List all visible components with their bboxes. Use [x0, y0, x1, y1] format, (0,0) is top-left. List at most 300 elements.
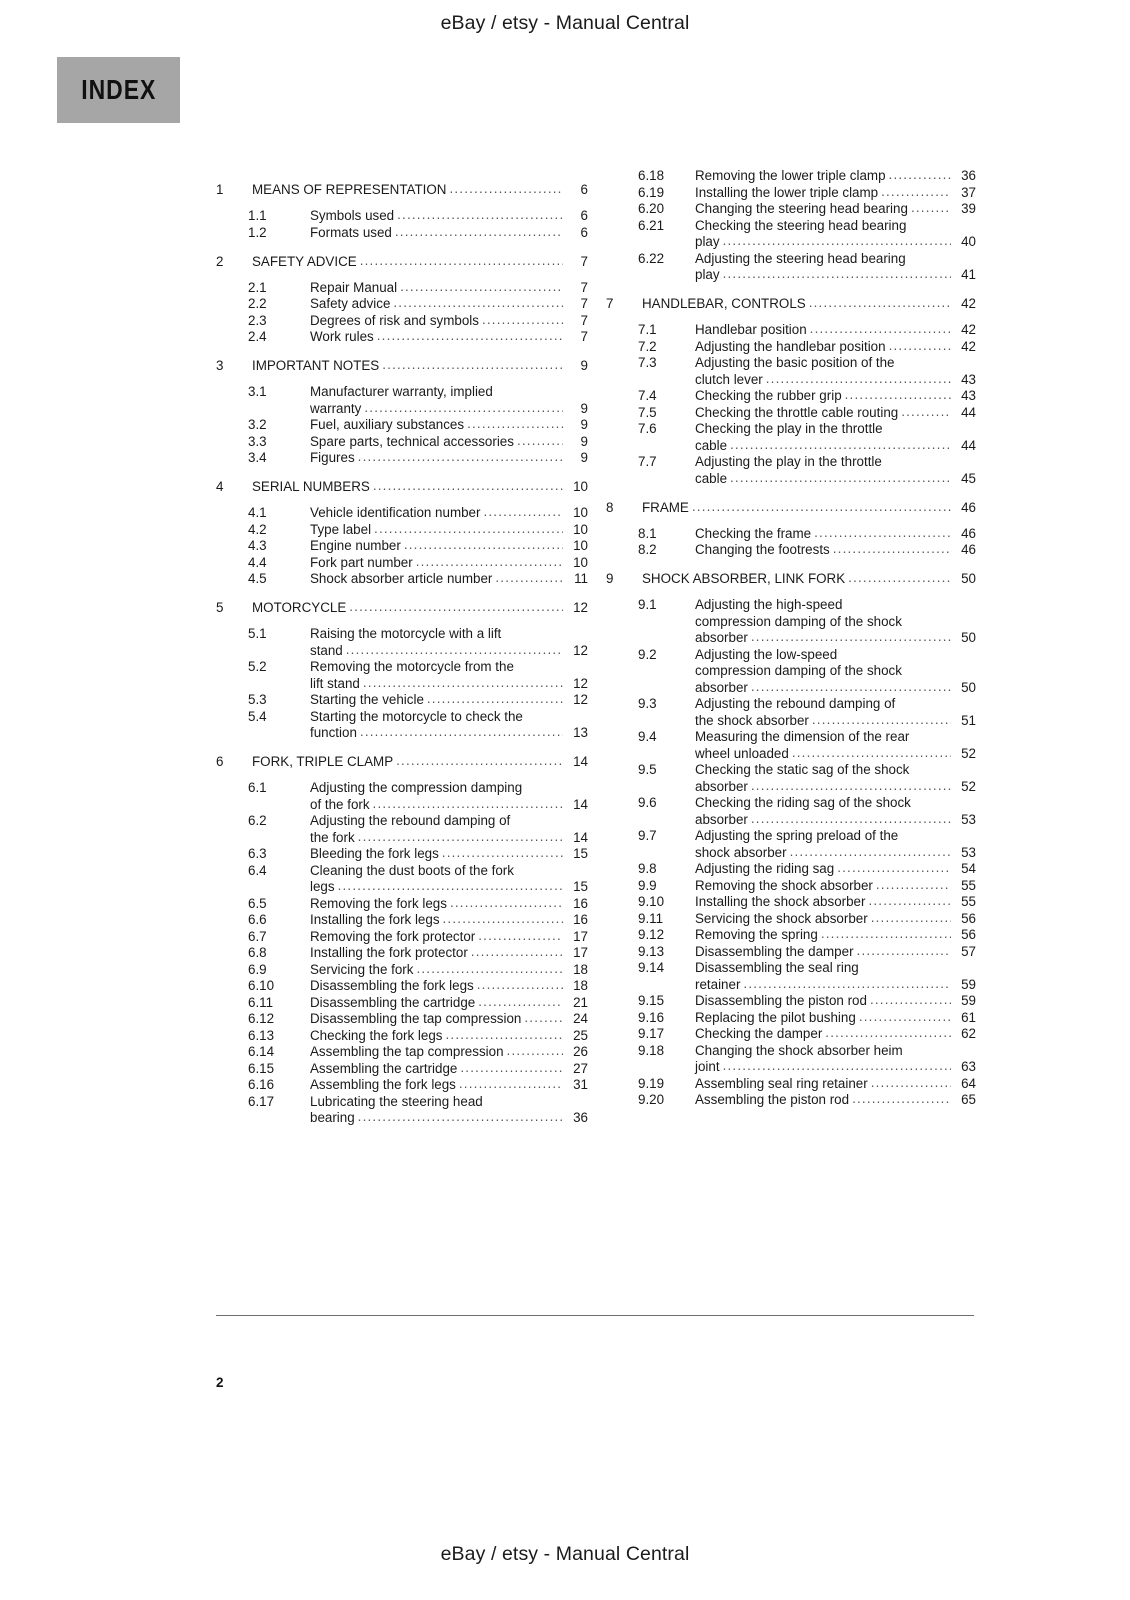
toc-entry-line [695, 542, 976, 557]
toc-entry-body [310, 912, 588, 927]
subsection-number: 2.3 [248, 312, 267, 328]
toc-entry-title: Assembling the piston rod [695, 1092, 850, 1107]
toc-subsection-row[interactable] [216, 962, 588, 977]
chapter-number: 2 [216, 253, 224, 269]
toc-entry-title: Assembling seal ring retainer [695, 1075, 868, 1091]
toc-subsection-row[interactable] [216, 1077, 588, 1092]
toc-entry-title: Measuring the dimension of the rear [695, 729, 910, 744]
toc-entry-title: Installing the fork protector [310, 945, 468, 960]
toc-entry-line [310, 1011, 588, 1026]
dot-leader [876, 877, 951, 892]
toc-subsection-row[interactable] [216, 313, 588, 328]
dot-leader [848, 570, 951, 585]
toc-entry-line [695, 828, 976, 843]
dot-leader [871, 910, 951, 925]
toc-subsection-row[interactable] [606, 795, 976, 827]
toc-entry-title: compression damping of the shock [695, 663, 902, 678]
toc-subsection-row[interactable] [216, 329, 588, 344]
toc-entry-title: Adjusting the riding sag [695, 861, 835, 876]
dot-leader [373, 478, 563, 493]
toc-subsection-row[interactable] [606, 251, 976, 283]
toc-entry-line [695, 388, 976, 403]
toc-chapter-row[interactable] [216, 254, 588, 269]
toc-entry-body [310, 929, 588, 944]
toc-entry-line [310, 434, 588, 449]
toc-entry-line [695, 614, 976, 629]
toc-subsection-row[interactable] [216, 1044, 588, 1059]
subsection-number: 5.1 [248, 626, 267, 641]
toc-subsection-row[interactable] [216, 846, 588, 861]
toc-entry-body [310, 522, 588, 537]
dot-leader [460, 1060, 563, 1075]
toc-entry-body [310, 896, 588, 911]
toc-entry-line [695, 471, 976, 486]
toc-entry-line [310, 280, 588, 295]
dot-leader [881, 184, 951, 199]
toc-entry-title: Removing the fork legs [310, 895, 447, 911]
dot-leader [845, 387, 951, 402]
toc-page-number: 64 [961, 1075, 976, 1091]
toc-entry-title: SERIAL NUMBERS [252, 479, 370, 494]
subsection-number: 7.3 [638, 355, 657, 370]
toc-entry-title: wheel unloaded [695, 745, 789, 761]
toc-entry-line [695, 421, 976, 436]
toc-entry-line [310, 1044, 588, 1059]
toc-entry-line [310, 962, 588, 977]
toc-subsection-row[interactable] [606, 828, 976, 860]
toc-subsection-row[interactable] [216, 555, 588, 570]
toc-entry-body [695, 828, 976, 860]
toc-entry-body [310, 709, 588, 741]
toc-subsection-row[interactable] [606, 878, 976, 893]
chapter-number: 3 [216, 358, 224, 373]
dot-leader [852, 1091, 951, 1106]
toc-subsection-row[interactable] [216, 659, 588, 691]
dot-leader [821, 926, 951, 941]
toc-page-number: 56 [961, 910, 976, 926]
toc-entry-title: Repair Manual [310, 279, 398, 295]
toc-entry-title: warranty [310, 400, 362, 416]
toc-entry-line [310, 571, 588, 586]
toc-entry-line [695, 185, 976, 200]
toc-entry-body [310, 384, 588, 416]
toc-entry-line [695, 597, 976, 612]
toc-subsection-row[interactable] [216, 1061, 588, 1076]
toc-entry-title: FORK, TRIPLE CLAMP [252, 754, 394, 769]
toc-subsection-row[interactable] [606, 729, 976, 761]
toc-subsection-row[interactable] [216, 434, 588, 449]
subsection-number: 1.2 [248, 224, 267, 240]
toc-entry-title: of the fork [310, 796, 370, 812]
dot-leader [363, 675, 563, 690]
toc-chapter-row[interactable] [216, 754, 588, 769]
toc-page-number: 36 [961, 168, 976, 183]
toc-entry-title: FRAME [642, 499, 689, 515]
toc-subsection-row[interactable] [606, 355, 976, 387]
dot-leader [825, 1025, 951, 1040]
toc-entry-title: Assembling the tap compression [310, 1044, 504, 1059]
toc-entry-line [310, 725, 588, 740]
toc-entry-title: the shock absorber [695, 712, 809, 728]
toc-chapter-row[interactable] [216, 358, 588, 373]
toc-subsection-row[interactable] [606, 960, 976, 992]
toc-entry-line [310, 1077, 588, 1092]
toc-subsection-row[interactable] [606, 1026, 976, 1041]
toc-entry-body [695, 927, 976, 942]
toc-entry-body [695, 861, 976, 876]
subsection-number: 2.4 [248, 329, 267, 344]
toc-subsection-row[interactable] [216, 538, 588, 553]
toc-subsection-row[interactable] [606, 861, 976, 876]
toc-entry-line [695, 696, 976, 711]
toc-entry-body [310, 208, 588, 223]
toc-entry-line [695, 795, 976, 810]
toc-entry-line [310, 401, 588, 416]
toc-subsection-row[interactable] [216, 505, 588, 520]
toc-subsection-row[interactable] [216, 709, 588, 741]
toc-entry-line [310, 978, 588, 993]
toc-entry-body [695, 168, 976, 183]
toc-entry-body [695, 1026, 976, 1041]
toc-entry-title: Degrees of risk and symbols [310, 312, 479, 328]
dot-leader [524, 1010, 563, 1025]
subsection-number: 9.9 [638, 877, 657, 893]
dot-leader [338, 878, 563, 893]
watermark-top: eBay / etsy - Manual Central [440, 12, 690, 34]
toc-subsection-row[interactable] [216, 522, 588, 537]
toc-entry-line [252, 754, 588, 769]
toc-entry-body [252, 754, 588, 769]
toc-entry-title: Installing the shock absorber [695, 894, 866, 909]
subsection-number: 5.4 [248, 708, 267, 724]
subsection-number: 6.11 [248, 994, 274, 1010]
toc-entry-body [695, 795, 976, 827]
subsection-number: 9.6 [638, 795, 657, 810]
toc-page-number: 55 [961, 877, 976, 893]
toc-page-number: 16 [573, 895, 588, 911]
toc-entry-body [310, 296, 588, 311]
toc-entry-title: Cleaning the dust boots of the fork [310, 862, 514, 878]
subsection-number: 4.1 [248, 505, 267, 520]
toc-subsection-row[interactable] [606, 454, 976, 486]
toc-entry-line [310, 1094, 588, 1109]
toc-page-number: 10 [573, 505, 588, 520]
toc-entry-body [310, 538, 588, 553]
toc-subsection-row[interactable] [606, 542, 976, 557]
toc-entry-body [695, 1010, 976, 1025]
toc-entry-title: Checking the frame [695, 525, 812, 541]
toc-entry-line [310, 929, 588, 944]
toc-entry-line [310, 313, 588, 328]
toc-page-number: 39 [961, 201, 976, 216]
toc-subsection-row[interactable] [606, 597, 976, 645]
toc-chapter-row[interactable] [216, 182, 588, 197]
toc-entry-body [310, 450, 588, 465]
dot-leader [833, 541, 951, 556]
toc-subsection-row[interactable] [606, 405, 976, 420]
toc-subsection-row[interactable] [216, 978, 588, 993]
toc-entry-body [310, 555, 588, 570]
toc-page-number: 26 [573, 1044, 588, 1059]
subsection-number: 6.13 [248, 1027, 275, 1043]
toc-page-number: 25 [573, 1027, 588, 1043]
toc-entry-body [252, 600, 588, 615]
toc-subsection-row[interactable] [216, 896, 588, 911]
toc-subsection-row[interactable] [606, 894, 976, 909]
dot-leader [889, 338, 951, 353]
toc-page-number: 46 [961, 525, 976, 541]
toc-entry-body [695, 218, 976, 250]
toc-subsection-row[interactable] [606, 1076, 976, 1091]
toc-subsection-row[interactable] [216, 417, 588, 432]
chapter-number: 8 [606, 499, 614, 515]
toc-page-number: 57 [961, 943, 976, 959]
toc-subsection-row[interactable] [606, 696, 976, 728]
toc-subsection-row[interactable] [216, 571, 588, 586]
dot-leader [477, 977, 563, 992]
toc-entry-line [252, 182, 588, 197]
toc-page-number: 16 [573, 912, 588, 927]
dot-leader [859, 1009, 951, 1024]
toc-page-number: 52 [961, 778, 976, 794]
subsection-number: 7.7 [638, 454, 657, 469]
toc-subsection-row[interactable] [606, 911, 976, 926]
toc-subsection-row[interactable] [216, 692, 588, 707]
toc-entry-line [695, 1076, 976, 1091]
toc-entry-line [310, 296, 588, 311]
toc-entry-line [695, 1026, 976, 1041]
toc-entry-title: MOTORCYCLE [252, 600, 347, 615]
toc-entry-line [695, 762, 976, 777]
toc-subsection-row[interactable] [606, 762, 976, 794]
toc-entry-line [310, 709, 588, 724]
toc-entry-body [310, 945, 588, 960]
toc-entry-title: clutch lever [695, 371, 763, 387]
toc-subsection-row[interactable] [216, 450, 588, 465]
toc-chapter-row[interactable] [606, 500, 976, 515]
toc-subsection-row[interactable] [216, 208, 588, 223]
toc-entry-line [310, 945, 588, 960]
dot-leader [812, 712, 951, 727]
toc-subsection-row[interactable] [216, 1094, 588, 1126]
toc-entry-body [695, 421, 976, 453]
toc-entry-line [310, 643, 588, 658]
toc-entry-title: Removing the spring [695, 927, 818, 942]
toc-subsection-row[interactable] [606, 1010, 976, 1025]
toc-entry-title: absorber [695, 630, 748, 645]
toc-entry-line [695, 234, 976, 249]
toc-subsection-row[interactable] [216, 1028, 588, 1043]
subsection-number: 6.7 [248, 928, 267, 944]
toc-entry-body [695, 542, 976, 557]
dot-leader [442, 845, 563, 860]
toc-entry-line [695, 355, 976, 370]
toc-subsection-row[interactable] [606, 526, 976, 541]
toc-entry-title: absorber [695, 811, 748, 827]
dot-leader [377, 328, 563, 343]
toc-subsection-row[interactable] [216, 296, 588, 311]
toc-subsection-row[interactable] [606, 944, 976, 959]
toc-page-number: 9 [580, 417, 588, 432]
toc-subsection-row[interactable] [216, 995, 588, 1010]
toc-entry-line [252, 479, 588, 494]
subsection-number: 6.4 [248, 862, 267, 878]
toc-subsection-row[interactable] [606, 647, 976, 695]
dot-leader [360, 253, 563, 268]
toc-entry-line [695, 911, 976, 926]
table-of-contents [0, 168, 1130, 1288]
toc-entry-line [695, 680, 976, 695]
toc-entry-title: Checking the static sag of the shock [695, 762, 910, 777]
toc-entry-title: absorber [695, 679, 748, 695]
toc-entry-title: Type label [310, 521, 372, 537]
toc-entry-body [695, 454, 976, 486]
toc-page-number: 7 [580, 279, 588, 295]
toc-page-number: 7 [580, 253, 588, 269]
toc-subsection-row[interactable] [216, 929, 588, 944]
toc-subsection-row[interactable] [606, 1092, 976, 1107]
toc-entry-body [310, 1061, 588, 1076]
toc-entry-title: Adjusting the low-speed [695, 646, 838, 662]
toc-entry-title: SHOCK ABSORBER, LINK FORK [642, 571, 846, 586]
toc-subsection-row[interactable] [606, 218, 976, 250]
toc-entry-title: Spare parts, technical accessories [310, 433, 514, 449]
toc-subsection-row[interactable] [216, 1011, 588, 1026]
toc-entry-body [695, 388, 976, 403]
toc-chapter-row[interactable] [216, 600, 588, 615]
toc-page-number: 7 [580, 312, 588, 328]
toc-subsection-row[interactable] [606, 322, 976, 337]
toc-subsection-row[interactable] [216, 945, 588, 960]
subsection-number: 6.19 [638, 184, 665, 200]
dot-leader [382, 357, 563, 372]
dot-leader [374, 521, 563, 536]
toc-subsection-row[interactable] [216, 780, 588, 812]
toc-entry-title: Checking the rubber grip [695, 388, 842, 403]
subsection-number: 7.2 [638, 338, 657, 354]
toc-entry-line [695, 729, 976, 744]
toc-chapter-row[interactable] [216, 479, 588, 494]
toc-entry-body [695, 894, 976, 909]
dot-leader [730, 437, 951, 452]
watermark-bottom: eBay / etsy - Manual Central [440, 1543, 690, 1565]
toc-entry-body [310, 1028, 588, 1043]
page-number: 2 [216, 1375, 224, 1390]
toc-subsection-row[interactable] [606, 201, 976, 216]
toc-entry-body [310, 280, 588, 295]
toc-entry-title: Removing the shock absorber [695, 877, 873, 893]
subsection-number: 9.14 [638, 960, 665, 975]
toc-subsection-row[interactable] [216, 225, 588, 240]
toc-subsection-row[interactable] [606, 388, 976, 403]
toc-subsection-row[interactable] [216, 912, 588, 927]
toc-entry-title: bearing [310, 1110, 355, 1125]
toc-entry-title: Checking the damper [695, 1026, 823, 1041]
subsection-number: 6.12 [248, 1011, 275, 1026]
dot-leader [400, 279, 563, 294]
dot-leader [751, 778, 951, 793]
dot-leader [723, 233, 951, 248]
toc-page-number: 50 [961, 571, 976, 586]
subsection-number: 5.2 [248, 659, 267, 674]
toc-page-number: 59 [961, 976, 976, 992]
toc-entry-line [695, 894, 976, 909]
toc-entry-title: Fork part number [310, 554, 413, 570]
dot-leader [911, 200, 951, 215]
toc-page-number: 18 [573, 978, 588, 993]
dot-leader [364, 400, 563, 415]
toc-entry-body [695, 597, 976, 645]
dot-leader [346, 642, 563, 657]
toc-subsection-row[interactable] [216, 813, 588, 845]
toc-entry-body [695, 526, 976, 541]
subsection-number: 9.8 [638, 861, 657, 876]
toc-entry-line [695, 1010, 976, 1025]
toc-entry-body [695, 1043, 976, 1075]
toc-entry-title: Figures [310, 450, 355, 465]
dot-leader [871, 1075, 951, 1090]
toc-entry-title: Starting the motorcycle to check the [310, 708, 523, 724]
toc-entry-line [695, 218, 976, 233]
toc-entry-title: Changing the footrests [695, 542, 830, 557]
toc-subsection-row[interactable] [216, 384, 588, 416]
toc-page-number: 56 [961, 927, 976, 942]
toc-subsection-row[interactable] [216, 626, 588, 658]
toc-subsection-row[interactable] [606, 168, 976, 183]
toc-entry-body [310, 626, 588, 658]
toc-subsection-row[interactable] [606, 339, 976, 354]
dot-leader [393, 295, 563, 310]
toc-subsection-row[interactable] [606, 927, 976, 942]
toc-entry-body [310, 505, 588, 520]
toc-page-number: 14 [573, 829, 588, 845]
toc-entry-line [310, 208, 588, 223]
dot-leader [483, 504, 563, 519]
toc-page-number: 62 [961, 1026, 976, 1041]
toc-page-number: 45 [961, 470, 976, 486]
toc-entry-title: Bleeding the fork legs [310, 846, 439, 861]
toc-chapter-row[interactable] [606, 296, 976, 311]
toc-subsection-row[interactable] [606, 993, 976, 1008]
toc-entry-line [310, 522, 588, 537]
toc-entry-title: Lubricating the steering head [310, 1093, 483, 1109]
toc-page-number: 12 [573, 675, 588, 691]
toc-entry-title: Changing the shock absorber heim [695, 1042, 903, 1058]
toc-page-number: 6 [580, 208, 588, 223]
toc-subsection-row[interactable] [216, 280, 588, 295]
toc-entry-body [310, 225, 588, 240]
dot-leader [404, 537, 563, 552]
toc-entry-body [310, 780, 588, 812]
toc-entry-title: Removing the motorcycle from the [310, 659, 514, 674]
toc-subsection-row[interactable] [216, 863, 588, 895]
toc-entry-title: Installing the fork legs [310, 912, 440, 927]
toc-entry-line [310, 538, 588, 553]
chapter-number: 7 [606, 296, 614, 311]
toc-subsection-row[interactable] [606, 185, 976, 200]
toc-entry-title: Removing the lower triple clamp [695, 168, 886, 183]
dot-leader [766, 371, 951, 386]
toc-entry-body [642, 571, 976, 586]
toc-entry-line [310, 912, 588, 927]
toc-entry-body [695, 729, 976, 761]
toc-subsection-row[interactable] [606, 1043, 976, 1075]
toc-chapter-row[interactable] [606, 571, 976, 586]
toc-entry-body [695, 1092, 976, 1107]
toc-subsection-row[interactable] [606, 421, 976, 453]
toc-entry-title: Changing the steering head bearing [695, 201, 908, 216]
toc-entry-title: Disassembling the cartridge [310, 994, 476, 1010]
